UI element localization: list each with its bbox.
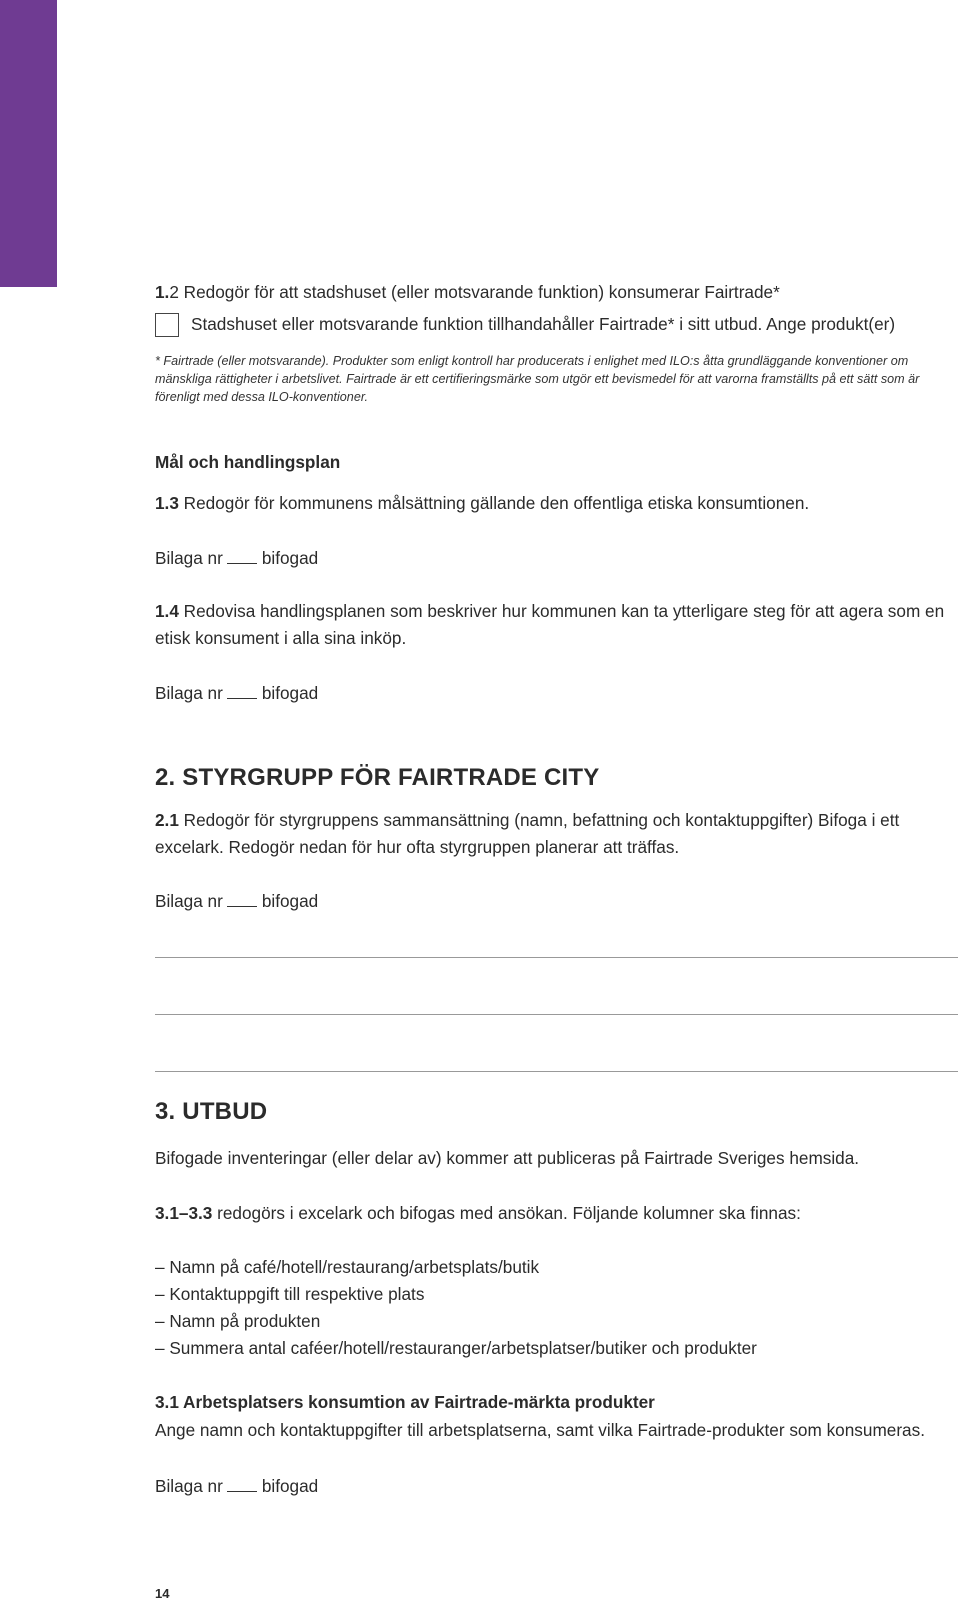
list-item: – Kontaktuppgift till respektive plats	[155, 1284, 425, 1304]
footnote: * Fairtrade (eller motsvarande). Produkter som enligt kontroll har producerats i enlighet med ILO:s åtta grundläggande konventioner om mänskliga rättigheter i arbetslivet. Fairtrade är ett certifieringsmärke som utgör ett bevismedel för att varorna framställts på ett sätt som är förenligt med dessa ILO-konventioner.	[155, 354, 920, 404]
list-item: – Namn på café/hotell/restaurang/arbetsplats/butik	[155, 1257, 540, 1277]
question-text: Redogör för styrgruppens sammansättning (namn, befattning och kontaktuppgifter) Bifoga i ett excelark. Redogör nedan för hur ofta styrgruppen planerar att träffas.	[155, 810, 900, 857]
question-3-1-text: Ange namn och kontaktuppgifter till arbetsplatserna, samt vilka Fairtrade-produkter som konsumeras.	[155, 1420, 925, 1440]
question-text: redogörs i excelark och bifogas med ansökan. Följande kolumner ska finnas:	[212, 1203, 801, 1223]
question-number: 1.	[155, 282, 170, 302]
attachment-suffix: bifogad	[261, 1476, 319, 1496]
section-3-intro: Bifogade inventeringar (eller delar av) kommer att publiceras på Fairtrade Sveriges hemsida.	[155, 1148, 860, 1168]
answer-line[interactable]	[155, 1014, 958, 1015]
question-text: Redovisa handlingsplanen som beskriver hur kommunen kan ta ytterligare steg för att agera som en etisk konsument i alla sina inköp.	[155, 601, 945, 648]
attachment-prefix: Bilaga nr	[155, 891, 223, 911]
question-number: 3.1–3.3	[155, 1203, 213, 1223]
purple-section-tab	[0, 0, 57, 287]
section-heading-goals: Mål och handlingsplan	[155, 452, 341, 472]
question-1-4	[155, 598, 955, 652]
question-3-range	[155, 1200, 801, 1227]
list-item: – Namn på produkten	[155, 1311, 321, 1331]
question-text: Redogör för att stadshuset (eller motsvarande funktion) konsumerar Fairtrade*	[178, 282, 780, 302]
section-heading-3: 3. UTBUD	[155, 1098, 268, 1125]
question-2-1	[155, 807, 955, 861]
page-number: 14	[155, 1586, 170, 1601]
answer-line[interactable]	[155, 957, 958, 958]
section-heading-2: 2. STYRGRUPP FÖR FAIRTRADE CITY	[155, 764, 600, 791]
question-number: 2.1	[155, 810, 179, 830]
question-1-2	[155, 279, 780, 306]
attachment-prefix: Bilaga nr	[155, 1476, 223, 1496]
checkbox[interactable]	[155, 313, 179, 337]
attachment-line-3-1	[155, 1473, 318, 1500]
question-number-rest: 2	[169, 282, 179, 302]
question-text: Redogör för kommunens målsättning gällande den offentliga etiska konsumtionen.	[178, 493, 810, 513]
answer-line[interactable]	[155, 1071, 958, 1072]
checkbox-row[interactable]	[155, 311, 895, 338]
attachment-line-1-3	[155, 545, 318, 572]
checkbox-label: Stadshuset eller motsvarande funktion tillhandahåller Fairtrade* i sitt utbud. Ange produkt(er)	[191, 314, 896, 334]
attachment-prefix: Bilaga nr	[155, 548, 223, 568]
question-number: 1.4	[155, 601, 179, 621]
attachment-number-field[interactable]	[227, 684, 257, 699]
attachment-number-field[interactable]	[227, 1477, 257, 1492]
question-3-1-heading: 3.1 Arbetsplatsers konsumtion av Fairtrade-märkta produkter	[155, 1392, 655, 1412]
attachment-suffix: bifogad	[261, 548, 319, 568]
attachment-prefix: Bilaga nr	[155, 683, 223, 703]
attachment-line-1-4	[155, 680, 318, 707]
attachment-number-field[interactable]	[227, 549, 257, 564]
attachment-suffix: bifogad	[261, 683, 319, 703]
question-number: 1.3	[155, 493, 179, 513]
list-item: – Summera antal caféer/hotell/restauranger/arbetsplatser/butiker och produkter	[155, 1338, 757, 1358]
attachment-line-2-1	[155, 888, 318, 915]
attachment-number-field[interactable]	[227, 892, 257, 907]
attachment-suffix: bifogad	[261, 891, 319, 911]
question-1-3	[155, 490, 809, 517]
